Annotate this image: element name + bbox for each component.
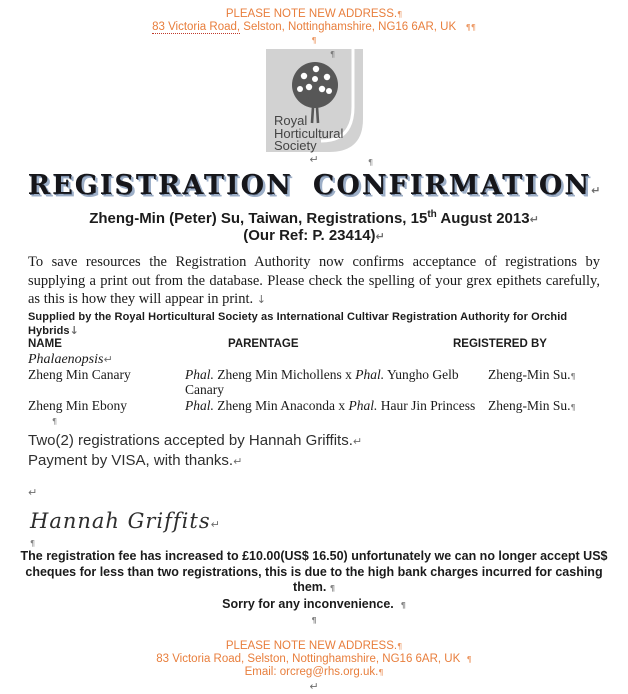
recipient-text: Zheng-Min (Peter) Su, Taiwan, Registrations, 15 bbox=[89, 210, 428, 227]
cross-text: Haur Jin Princess bbox=[377, 397, 476, 413]
footer-notice-text: PLEASE NOTE NEW ADDRESS. bbox=[225, 640, 398, 652]
address-spellcheck-underline: 83 Victoria Road, bbox=[152, 21, 241, 33]
linebreak-mark: ↵ bbox=[233, 455, 243, 468]
fee-apology-text: Sorry for any inconvenience. bbox=[222, 596, 398, 611]
linebreak-mark: ↵ bbox=[309, 680, 319, 693]
table-row bbox=[28, 398, 600, 416]
genus-abbrev: Phal. bbox=[348, 397, 378, 413]
paragraph-mark: ¶ bbox=[470, 23, 476, 32]
payment-line bbox=[28, 451, 600, 471]
registered-by-cell bbox=[488, 398, 600, 416]
linebreak-mark: ↵ bbox=[375, 230, 385, 243]
rhs-logo bbox=[0, 49, 628, 152]
cross-text: Zheng Min Michollens x bbox=[213, 366, 356, 382]
recipient-date: August 2013 bbox=[436, 210, 530, 227]
rhs-logo-graphic bbox=[266, 49, 363, 152]
table-column-headers bbox=[28, 338, 600, 351]
linebreak-mark: ↵ bbox=[28, 486, 38, 499]
empty-paragraph bbox=[28, 485, 600, 499]
title-word-1: REGISTRATION bbox=[27, 170, 293, 201]
empty-paragraph bbox=[0, 679, 628, 693]
grex-name: Zheng Min Canary bbox=[28, 366, 131, 382]
genus-line bbox=[28, 352, 600, 367]
footer-email-line bbox=[0, 666, 628, 679]
column-header-parentage: PARENTAGE bbox=[228, 337, 299, 350]
paragraph-mark: ¶ bbox=[378, 668, 384, 677]
linebreak-mark: ↵ bbox=[352, 435, 363, 448]
top-notice-text: PLEASE NOTE NEW ADDRESS. bbox=[225, 8, 398, 20]
logo-text-line2: Horticultural bbox=[273, 126, 343, 141]
linebreak-mark: ↵ bbox=[309, 153, 319, 166]
signature bbox=[30, 509, 628, 537]
ordinal-suffix: th bbox=[427, 209, 437, 220]
paragraph-mark: ¶ bbox=[311, 36, 317, 45]
textwrap-break-mark: ↓ bbox=[69, 323, 79, 337]
linebreak-mark: ↵ bbox=[529, 213, 539, 226]
signature-name: Hannah Griffits bbox=[30, 509, 211, 533]
column-header-name: NAME bbox=[28, 337, 62, 350]
footer-notice-line1 bbox=[0, 640, 628, 653]
footer-address-line bbox=[0, 653, 628, 666]
paragraph-mark: ¶ bbox=[329, 584, 335, 593]
paragraph-mark: ¶ bbox=[397, 10, 403, 19]
genus-text: Phalaenopsis bbox=[28, 351, 104, 367]
registrant-name: Zheng-Min Su. bbox=[488, 397, 571, 413]
paragraph-mark: ¶ bbox=[368, 158, 374, 167]
address-rest: Selston, Nottinghamshire, NG16 6AR, UK bbox=[240, 21, 457, 33]
registered-by-cell bbox=[488, 367, 600, 398]
empty-paragraph bbox=[0, 34, 628, 47]
paragraph-mark: ¶ bbox=[397, 642, 403, 651]
logo-text-line3: Society bbox=[273, 138, 317, 153]
top-notice-line1 bbox=[0, 8, 628, 21]
registrant-name: Zheng-Min Su. bbox=[488, 366, 571, 382]
empty-paragraph bbox=[30, 537, 628, 549]
parentage-cell bbox=[185, 398, 488, 416]
our-ref-text: (Our Ref: P. 23414) bbox=[243, 227, 376, 244]
top-notice-line2 bbox=[0, 21, 628, 34]
footer-email-text: Email: orcreg@rhs.org.uk. bbox=[244, 666, 379, 678]
linebreak-mark: ↵ bbox=[591, 184, 601, 197]
column-header-registered-by: REGISTERED BY bbox=[453, 337, 547, 350]
paragraph-mark: ¶ bbox=[52, 417, 58, 426]
footer-address-notice bbox=[0, 640, 628, 679]
textwrap-break-mark: ↓ bbox=[256, 293, 266, 306]
intro-text: To save resources the Registration Authority now confirms acceptance of registrations by supplying a print out from the database. Please check the spelling of your grex epithets carefully, as this is how they will appear in print. bbox=[28, 254, 600, 307]
genus-abbrev: Phal. bbox=[185, 366, 214, 382]
supplied-by-text: Supplied by the Royal Horticultural Society as International Cultivar Registration Authority for Orchid Hybrids bbox=[28, 310, 568, 337]
accepted-text: Two(2) registrations accepted by Hannah Griffits. bbox=[28, 432, 353, 449]
paragraph-mark: ¶ bbox=[466, 655, 472, 664]
logo-text-line1: Royal bbox=[273, 113, 307, 128]
payment-text: Payment by VISA, with thanks. bbox=[28, 452, 234, 469]
paragraph-mark: ¶ bbox=[570, 402, 576, 412]
fee-notice bbox=[14, 549, 614, 626]
intro-paragraph bbox=[28, 253, 600, 310]
empty-paragraph bbox=[0, 152, 628, 165]
top-address-notice bbox=[0, 0, 628, 47]
accepted-line bbox=[28, 431, 600, 451]
confirmation-block bbox=[28, 431, 600, 471]
empty-paragraph bbox=[14, 613, 614, 626]
cross-text: Zheng Min Anaconda x bbox=[213, 397, 349, 413]
paragraph-mark: ¶ bbox=[330, 50, 336, 59]
title-word-2: CONFIRMATION bbox=[312, 170, 592, 201]
paragraph-mark: ¶ bbox=[30, 539, 36, 548]
paragraph-mark: ¶ bbox=[311, 616, 317, 625]
footer-address-text: 83 Victoria Road, Selston, Nottinghamshire, NG16 6AR, UK bbox=[156, 653, 461, 665]
empty-paragraph bbox=[52, 415, 628, 427]
supplied-by-line bbox=[28, 311, 600, 338]
paragraph-mark: ¶ bbox=[400, 600, 406, 610]
genus-abbrev: Phal. bbox=[185, 397, 214, 413]
linebreak-mark: ↵ bbox=[210, 518, 221, 531]
table-row bbox=[28, 367, 600, 398]
grex-name: Zheng Min Ebony bbox=[28, 397, 127, 413]
paragraph-mark: ¶ bbox=[465, 23, 471, 32]
our-ref-line bbox=[0, 228, 628, 245]
parentage-cell bbox=[185, 367, 488, 398]
paragraph-mark: ¶ bbox=[570, 371, 576, 381]
cross-text: Yungho Gelb Canary bbox=[185, 366, 459, 397]
linebreak-mark: ↵ bbox=[103, 352, 113, 366]
fee-notice-text: The registration fee has increased to £10.00(US$ 16.50) unfortunately we can no longer accept US$ cheques for less than two registrations, this is due to the high bank charges incurred for cashing them. bbox=[20, 549, 608, 594]
genus-abbrev: Phal. bbox=[355, 366, 385, 382]
document-title bbox=[0, 171, 628, 206]
recipient-line bbox=[0, 206, 628, 228]
